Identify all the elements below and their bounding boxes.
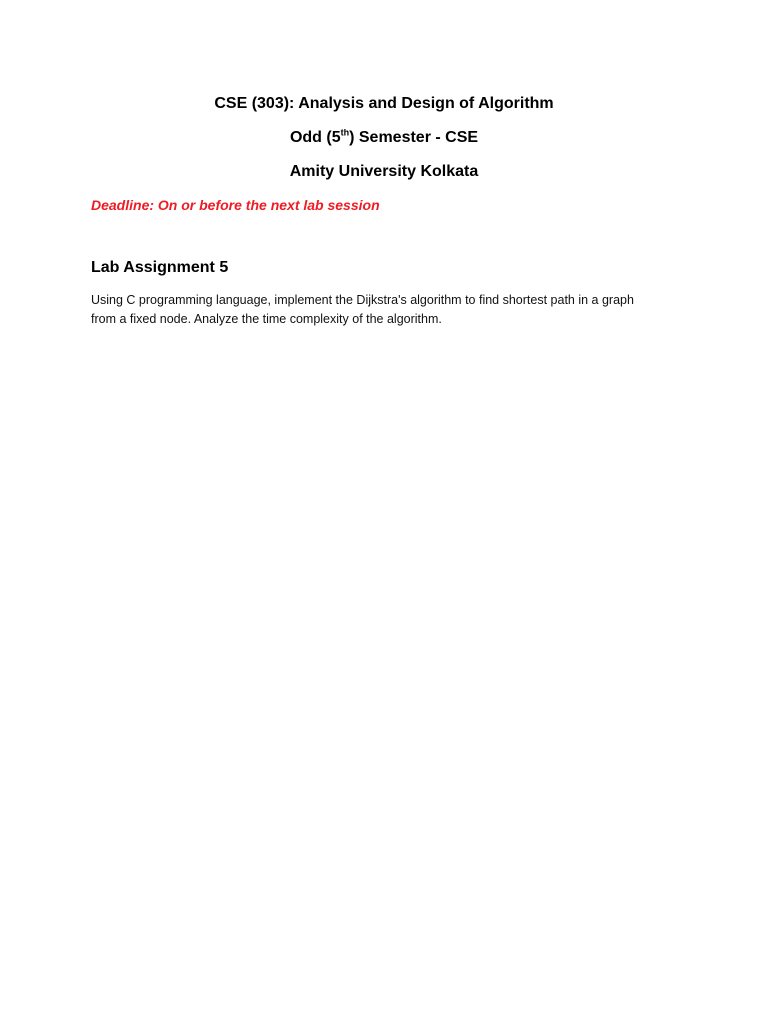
assignment-description [91, 291, 691, 329]
assignment-heading: Lab Assignment 5 [91, 259, 229, 276]
assignment-text-line: from a fixed node. Analyze the time complexity of the algorithm. [91, 312, 442, 326]
semester-suffix: ) Semester - CSE [349, 129, 479, 146]
deadline-notice: Deadline: On or before the next lab session [91, 197, 380, 213]
semester-prefix: Odd (5 [289, 129, 341, 146]
assignment-text-line: Using C programming language, implement the Dijkstra's algorithm to find shortest path in a graph [91, 293, 634, 307]
semester-line [0, 128, 768, 148]
semester-ordinal-superscript: th [340, 127, 350, 138]
university-name: Amity University Kolkata [289, 163, 479, 180]
course-title: CSE (303): Analysis and Design of Algorithm [214, 95, 554, 112]
